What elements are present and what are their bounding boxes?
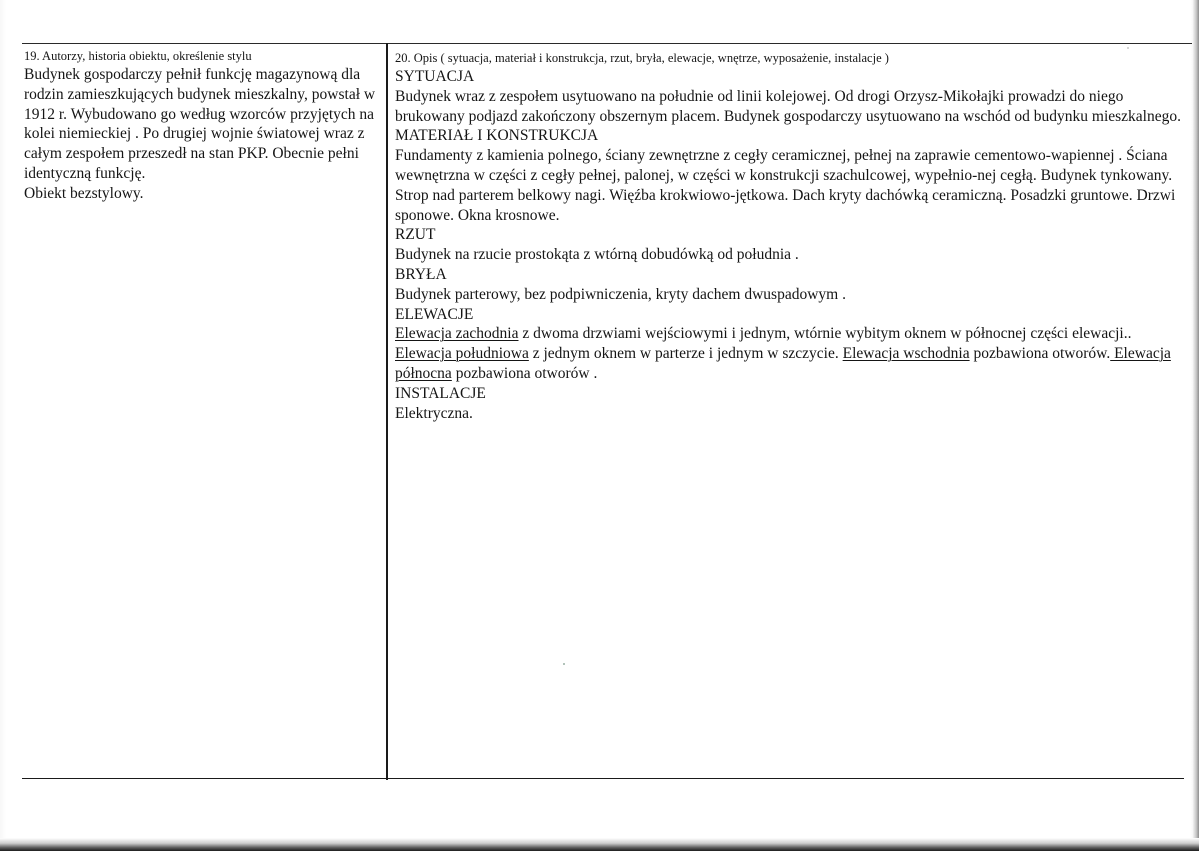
section-text-elewacje [395,324,1185,383]
elevation-east-label: Elewacja wschodnia [842,345,970,363]
section-text-material: Fundamenty z kamienia polnego, ściany zewnętrzne z cegły ceramicznej, pełnej na zaprawie cementowo-wapiennej . Ściana wewnętrzna w części z cegły pełnej, palonej, w części w konstrukcji szachulcowej, wypełnio-nej cegłą. Budynek tynkowany. Strop nad parterem belkowy nagi. Więźba krokwiowo-jętkowa. Dach kryty dachówką ceramiczną. Posadzki gruntowe. Drzwi sponowe. Okna krosnowe. [395,147,1176,224]
field-19-history [24,48,382,204]
section-text-rzut: Budynek na rzucie prostokąta z wtórną dobudówką od południa . [395,246,799,264]
section-title-elewacje: ELEWACJE [395,305,474,323]
elevation-north-text: pozbawiona otworów . [451,364,598,382]
history-paragraph: Budynek gospodarczy pełnił funkcję magazynową dla rodzin zamieszkujących budynek mieszkalny, powstał w 1912 r. Wybudowano go według wzorców przyjętych na kolei niemieckiej . Po drugiej wojnie światowej wraz z całym zespołem przeszedł na stan PKP. Obecnie pełni identyczną funkcję. [24,66,376,182]
scan-speck [1127,47,1129,49]
section-text-instalacje: Elektryczna. [395,404,473,422]
section-title-rzut: RZUT [395,226,436,244]
elevation-west-text: z dwoma drzwiami wejściowymi i jednym, wtórnie wybitym oknem w północnej części elewacji.. [518,325,1132,343]
section-title-material: MATERIAŁ I KONSTRUKCJA [395,127,599,145]
section-title-sytuacja: SYTUACJA [395,68,475,85]
elevation-west-label: Elewacja zachodnia [395,325,519,343]
section-text-bryla: Budynek parterowy, bez podpiwniczenia, kryty dachem dwuspadowym . [395,285,846,303]
elevation-south-text: z jednym oknem w parterze i jednym w szczycie. [528,345,843,363]
field-19-heading: 19. Autorzy, historia obiektu, określenie stylu [24,49,252,63]
style-paragraph: Obiekt bezstylowy. [24,184,144,202]
column-divider [386,43,388,780]
scan-shadow-right [1192,0,1199,851]
elevation-south-label: Elewacja południowa [395,345,529,363]
table-bottom-border [22,778,1184,779]
section-text-sytuacja: Budynek wraz z zespołem usytuowano na południe od linii kolejowej. Od drogi Orzysz-Mikołajki prowadzi do niego brukowany podjazd zakończony obszernym placem. Budynek gospodarczy usytuowano na wschód od budynku mieszkalnego. [395,87,1181,125]
field-20-heading: 20. Opis ( sytuacja, materiał i konstrukcja, rzut, bryła, elewacje, wnętrze, wyposażenie, instalacje ) [395,51,889,65]
table-top-border [22,43,1192,44]
elevation-north-label: Elewacja północna [395,345,1171,382]
elevation-east-text: pozbawiona otworów. [969,345,1111,363]
section-title-instalacje: INSTALACJE [395,384,486,402]
scan-shadow-bottom [0,838,1199,851]
section-title-bryla: BRYŁA [395,265,447,283]
field-20-description [395,50,1185,423]
scan-speck [563,663,565,665]
